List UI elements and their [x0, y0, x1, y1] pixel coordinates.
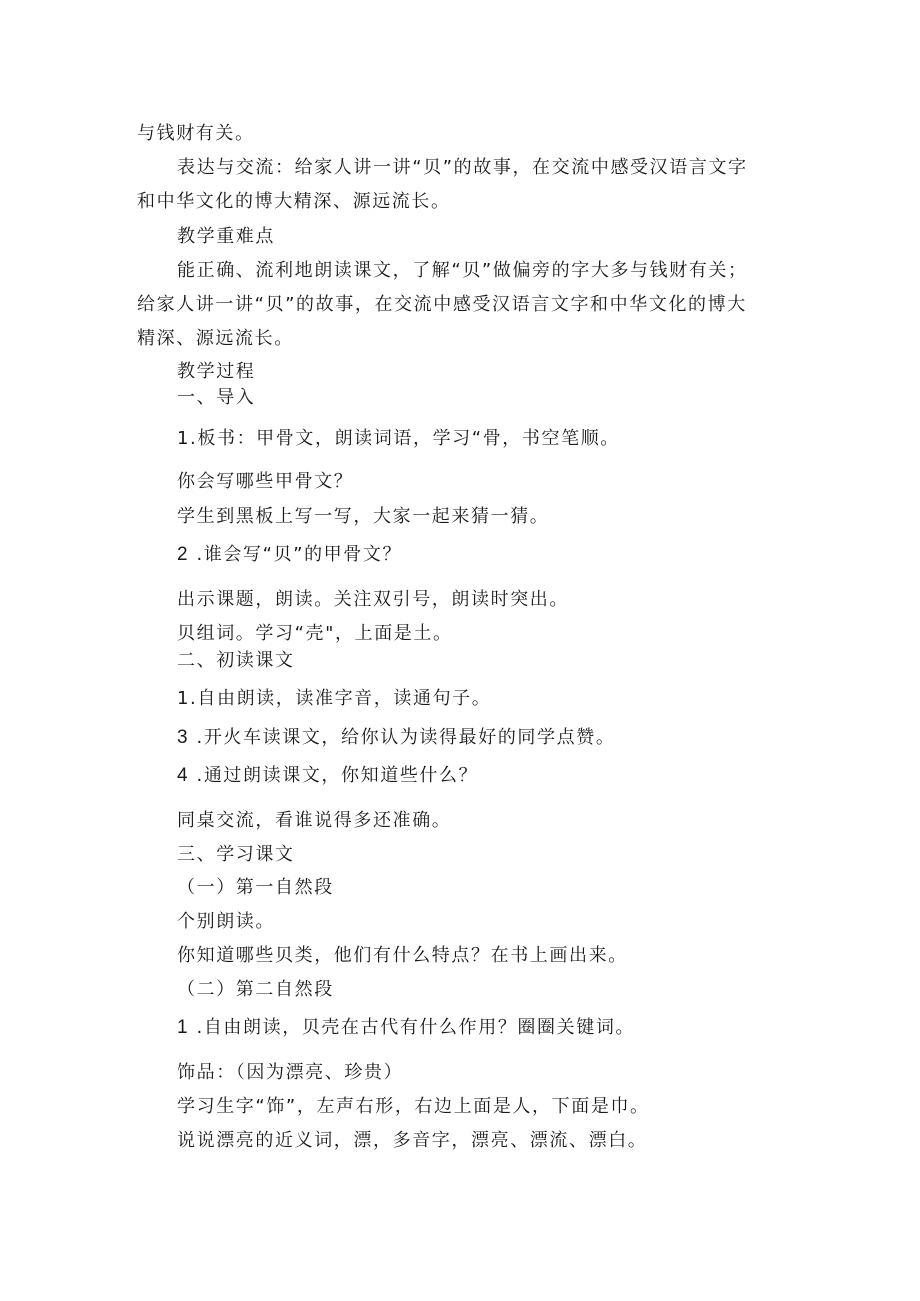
section-heading: 教学过程: [177, 361, 256, 382]
subsection-heading: （一）第一自然段: [177, 877, 334, 898]
text-line: 你知道哪些贝类，他们有什么特点？在书上画出来。: [177, 945, 628, 966]
list-item: [177, 726, 615, 750]
list-item-text: .自由朗读，贝壳在古代有什么作用？圈圈关键词。: [196, 1017, 636, 1038]
list-item: 1.自由朗读，读准字音，读通句子。: [177, 688, 492, 709]
list-item: [177, 543, 402, 567]
text-line: 饰品：（因为漂亮、珍贵）: [177, 1062, 404, 1083]
list-item-text: .开火车读课文，给你认为读得最好的同学点赞。: [196, 727, 616, 748]
text-line: 表达与交流：给家人讲一讲“贝”的故事，在交流中感受汉语言文字: [177, 157, 748, 178]
list-item: [177, 764, 478, 788]
text-line: 给家人讲一讲“贝”的故事，在交流中感受汉语言文字和中华文化的博大: [137, 294, 747, 315]
subsection-heading: （二）第二自然段: [177, 979, 334, 1000]
list-item: [177, 1016, 635, 1040]
text-line: 出示课题，朗读。关注双引号，朗读时突出。: [177, 589, 569, 610]
text-line: 与钱财有关。: [137, 123, 255, 144]
section-heading: 二、初读课文: [177, 650, 295, 671]
text-line: 学习生字“饰”，左声右形，右边上面是人，下面是巾。: [177, 1096, 650, 1117]
text-line: 能正确、流利地朗读课文，了解“贝”做偏旁的字大多与钱财有关；: [177, 260, 748, 281]
section-heading: 一、导入: [177, 387, 256, 408]
text-line: 同桌交流，看谁说得多还准确。: [177, 810, 452, 831]
list-item-text: .谁会写“贝”的甲骨文？: [196, 544, 403, 565]
text-line: 贝组词。学习“壳"，上面是土。: [177, 623, 453, 644]
list-number: 1: [177, 1017, 190, 1038]
list-number: 3: [177, 727, 190, 748]
text-line: 你会写哪些甲骨文？: [177, 471, 354, 492]
text-line: 精深、源远流长。: [137, 328, 294, 349]
section-heading: 教学重难点: [177, 226, 275, 247]
list-number: 2: [177, 544, 190, 565]
text-line: 个别朗读。: [177, 911, 275, 932]
text-line: 学生到黑板上写一写，大家一起来猜一猜。: [177, 506, 550, 527]
list-item-text: .通过朗读课文，你知道些什么？: [196, 765, 479, 786]
list-number: 4: [177, 765, 190, 786]
list-item: 1.板书：甲骨文，朗读词语，学习“骨，书空笔顺。: [177, 428, 620, 449]
section-heading: 三、学习课文: [177, 844, 295, 865]
text-line: 说说漂亮的近义词，漂，多音字，漂亮、漂流、漂白。: [177, 1130, 648, 1151]
text-line: 和中华文化的博大精深、源远流长。: [137, 191, 451, 212]
